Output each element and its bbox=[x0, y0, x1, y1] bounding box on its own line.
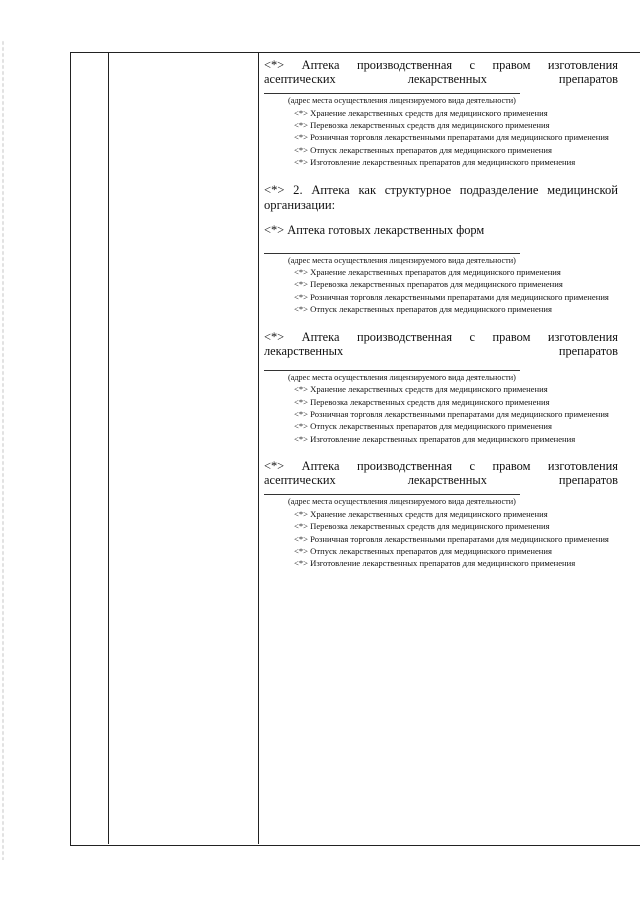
license-group bbox=[264, 183, 618, 316]
address-caption: (адрес места осуществления лицензируемого вида деятельности) bbox=[288, 255, 516, 265]
service-item: <*> Хранение лекарственных средств для медицинского применения bbox=[294, 107, 548, 118]
address-underline bbox=[264, 253, 520, 254]
address-caption: (адрес места осуществления лицензируемого вида деятельности) bbox=[288, 96, 516, 105]
group-title-line: асептических лекарственных препаратов bbox=[264, 72, 618, 86]
group-title-line: <*> Аптека производственная с правом изготовления bbox=[264, 329, 618, 344]
service-item: <*> Перевозка лекарственных средств для медицинского применения bbox=[294, 396, 550, 407]
column-divider-1 bbox=[108, 52, 109, 844]
address-underline bbox=[264, 494, 520, 495]
service-item: <*> Отпуск лекарственных препаратов для медицинского применения bbox=[294, 421, 552, 432]
document-content bbox=[264, 58, 618, 570]
group-title-line: асептических лекарственных препаратов bbox=[264, 473, 618, 488]
address-underline bbox=[264, 93, 520, 94]
service-item: <*> Изготовление лекарственных препаратов для медицинского применения bbox=[294, 157, 576, 168]
license-group bbox=[264, 58, 618, 169]
address-underline bbox=[264, 370, 520, 371]
service-item: <*> Изготовление лекарственных препаратов для медицинского применения bbox=[294, 558, 576, 569]
group-title-line: <*> Аптека производственная с правом изготовления bbox=[264, 58, 618, 72]
group-title-line: <*> Аптека готовых лекарственных форм bbox=[264, 222, 485, 237]
service-item: <*> Хранение лекарственных средств для медицинского применения bbox=[294, 384, 548, 395]
address-caption: (адрес места осуществления лицензируемого вида деятельности) bbox=[288, 372, 516, 382]
group-title-line: <*> Аптека производственная с правом изготовления bbox=[264, 459, 618, 474]
service-item: <*> Хранение лекарственных препаратов для медицинского применения bbox=[294, 267, 561, 278]
service-item: <*> Розничная торговля лекарственными препаратами для медицинского применения bbox=[294, 132, 609, 143]
service-item: <*> Перевозка лекарственных препаратов для медицинского применения bbox=[294, 279, 563, 290]
service-item: <*> Перевозка лекарственных средств для медицинского применения bbox=[294, 119, 550, 130]
service-item: <*> Перевозка лекарственных средств для медицинского применения bbox=[294, 521, 550, 532]
scan-edge-dots bbox=[2, 40, 4, 860]
service-item: <*> Отпуск лекарственных препаратов для медицинского применения bbox=[294, 144, 552, 155]
service-item: <*> Изготовление лекарственных препаратов для медицинского применения bbox=[294, 433, 576, 444]
service-item: <*> Розничная торговля лекарственными препаратами для медицинского применения bbox=[294, 408, 609, 419]
group-title-line: лекарственных препаратов bbox=[264, 343, 618, 358]
license-group bbox=[264, 330, 618, 446]
license-group bbox=[264, 459, 618, 570]
service-item: <*> Отпуск лекарственных препаратов для медицинского применения bbox=[294, 304, 552, 315]
address-caption: (адрес места осуществления лицензируемого вида деятельности) bbox=[288, 497, 516, 507]
service-item: <*> Отпуск лекарственных препаратов для медицинского применения bbox=[294, 545, 552, 556]
service-item: <*> Хранение лекарственных средств для медицинского применения bbox=[294, 508, 548, 519]
service-item: <*> Розничная торговля лекарственными препаратами для медицинского применения bbox=[294, 291, 609, 302]
column-divider-2 bbox=[258, 52, 259, 844]
section-heading: <*> 2. Аптека как структурное подразделение медицинской организации: bbox=[264, 182, 618, 212]
service-item: <*> Розничная торговля лекарственными препаратами для медицинского применения bbox=[294, 533, 609, 544]
